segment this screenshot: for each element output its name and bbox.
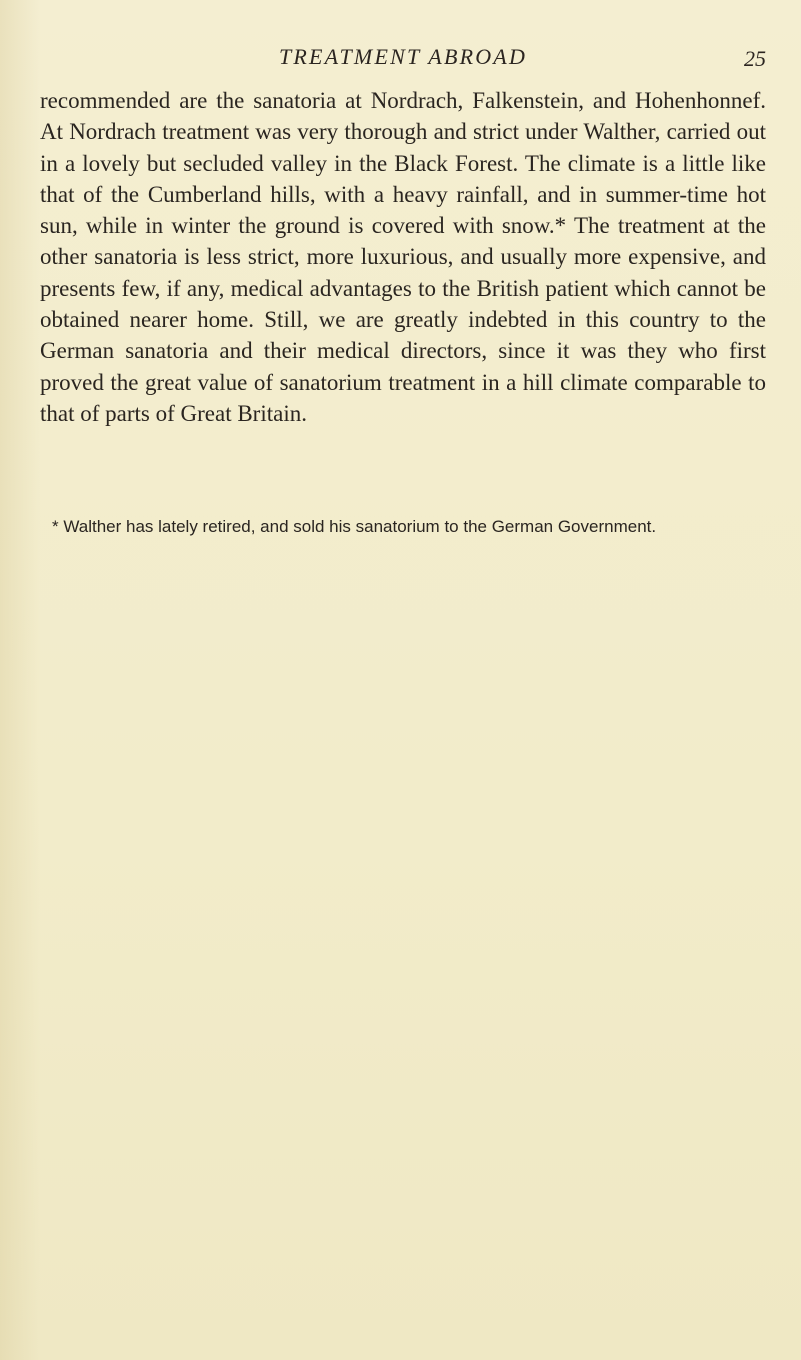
running-head-title: TREATMENT ABROAD — [278, 44, 528, 69]
body-paragraph: recommended are the sanatoria at Nordrach, Falkenstein, and Hohenhonnef. At Nordrach treatment was very thorough and strict under Walther, carried out in a lovely but secluded valley in the Black Forest. The climate is a little like that of the Cumberland hills, with a heavy rainfall, and in summer-time hot sun, while in winter the ground is covered with snow.* The treatment at the other sanatoria is less strict, more luxurious, and usually more expensive, and presents few, if any, medical advantages to the British patient which cannot be obtained nearer home. Still, we are greatly indebted in this country to the German sanatoria and their medical directors, since it was they who first proved the great value of sanatorium treatment in a hill climate comparable to that of parts of Great Britain. — [40, 88, 766, 426]
running-head — [40, 44, 766, 74]
footnote: * Walther has lately retired, and sold his sanatorium to the German Government. — [52, 517, 657, 536]
page-number: 25 — [744, 46, 766, 71]
